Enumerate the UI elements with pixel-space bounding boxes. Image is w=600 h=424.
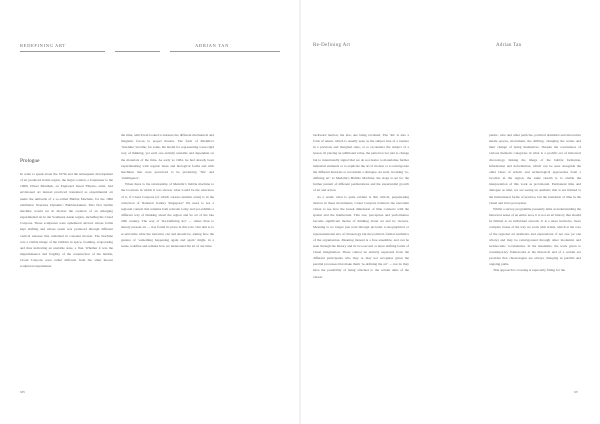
paragraph: the time, which had looked to harness the different mechanical and magnetic forces to propel motion. The form of Medalla’s ‘machine’ became, for some, the model for representing a less rigid way of thinking, yet each one entirely unstable and dependent on the materials of the time. As early as 1964, he had already been experimenting with organic ideas and biological forms and with machines that were perceived to be producing ‘life’ and ‘intelligence’. [121, 133, 214, 181]
paragraph: As a result, what is quite evident is that critical, perpetuating motion in these movements, Cloud Canyons balances the uncertain vision to see how the Greek dimension of time connects with the spatial and the intellectual. This one, perception and performance become significant modes of thinking about art and its viewers. Meaning is no longer just read through pictorial, iconographical or representational arts of chronology but the political, formal aesthetics of the organisation. Meaning instead is a free ensemble, and can be seen through the history and its two-second or more shifting forms of visual imagination. These cannot be entirely separated from the different participants who may or may not recognise given the parallel processes that make them ‘re-defining the art’ — nor do they have the possibility of being attached to the certain aims of the viewer. [313, 194, 409, 279]
paragraph: plastic, wire and other particles, political dramatist and innovative media spaces, movement, the shifting, changing the works and their change of being themselves. Despite the coexistence of various thematic categories in what is a prolific era of historical chronology, linking the image of the bubble formation, information and deformation, which can be seen alongside the other ideas of artistic and technological approaches from a location in the region, the same stream is to enable the interpretation of this work as provisional. Permanent time and dialogue as time, we are seeing an aesthetic that is not limited to the institutional forms of practice, but the transition of time in the visual and in its perception. [489, 133, 581, 205]
running-head-book-title: REDEFINING ART [20, 43, 66, 48]
paragraph: In order to speak about the 1970s and the subsequent development of art produced in this region, the larger context, a forerunner to the 1960s Diwei Menthak, an Englaond based Filipino artist, had envisioned art instead practiced translated as experimental art under the umbrella of a so-called Bubble Machine, for the 1966 exhibition Structure Dynamic: Bubblestruktur. This first bubble machine would set in motion the creation of an emerging experimental art in the Southeast Asian region, including his Cloud Canyons. These sculptures were ephemeral devices whose forms kept shifting and whose result was produced through different vertical releases that remained in constant motion. The machine was a visible image of the bubbles in space, foaming, evaporating and thus indicating an unstable state, a flux. Whether it was the impermanence and fragility of the construction of the bubble, Cloud Canyons were rather different from the other known sculptural experiments. [20, 172, 113, 269]
text-column-1 [20, 171, 113, 377]
paragraph: backward motion, but also one being revisited. The ‘Re’ is also a form of return, which is usually seen as the subject line of a rupture in a previous and marginal state, or to reconsider the subject of a lesson. In placing an additional value, the pattern is not just to change but to intentionally signal that we do not desire to materialise further industrial elements or to explicate the art of motion or to reinvigorate the different histories or reconsider a dialogue. As such, in taking ‘re-defining art’ as Medalla’s Bubble Machine, the stage is set for the further pursuit of different permutations and the experiential growth of art and action. [313, 133, 409, 193]
section-heading: Prologue [20, 158, 40, 164]
header-rule-left-1 [20, 51, 105, 52]
paragraph: When there is the relationship of Medalla’s bubble machine to the locations in which it was shown, what would be the relevance of it, if Cloud Canyons (of which various number exist) is in the collection of National Gallery Singapore? We need to see a regional context that remains both relevant today and yet exhibits a different way of thinking about the region and its art of the late 20th century. The way of ‘Re-Defining Art’ — rather than to merely present art — has found its place in this role. Our aim is to re-articulate what the narrative can and should be, asking how the gesture of ‘something happening again and again’ might, in a sense, redefine and remake how we understand the art of our time. [121, 182, 214, 248]
header-rule-left-2 [115, 51, 160, 52]
running-head-author-right: Adrian Tan [496, 43, 522, 48]
header-rule-left-3 [170, 51, 280, 52]
text-column-4 [489, 132, 581, 377]
text-column-2 [121, 132, 214, 332]
paragraph: This approach is crossing is especially fitting for the [493, 268, 565, 273]
paragraph: Whilst a survey programme presently aims at understanding the historical sense of an entire area, it is not an art history that should be limited to an individual artwork. It is a more inclusive, more complex vision of the way we work with artists, which at the core of the regional art aesthetics and expressions: if not one (or one whole) and may be reinvigorated through other modernist and technocratic vocabularies. In the meantime, the work given to contemporary frameworks at the historical end of a certain era provides that chronologies are always changing in parallel and ongoing paths. [489, 206, 581, 267]
folio-left: xiv [20, 389, 26, 394]
running-head-book-title-right: Re-Defining Art [313, 43, 351, 48]
running-head-author: ADRIAN TAN [195, 43, 230, 48]
folio-right: xv [574, 389, 578, 394]
gutter [299, 0, 301, 424]
text-column-3 [313, 132, 409, 377]
